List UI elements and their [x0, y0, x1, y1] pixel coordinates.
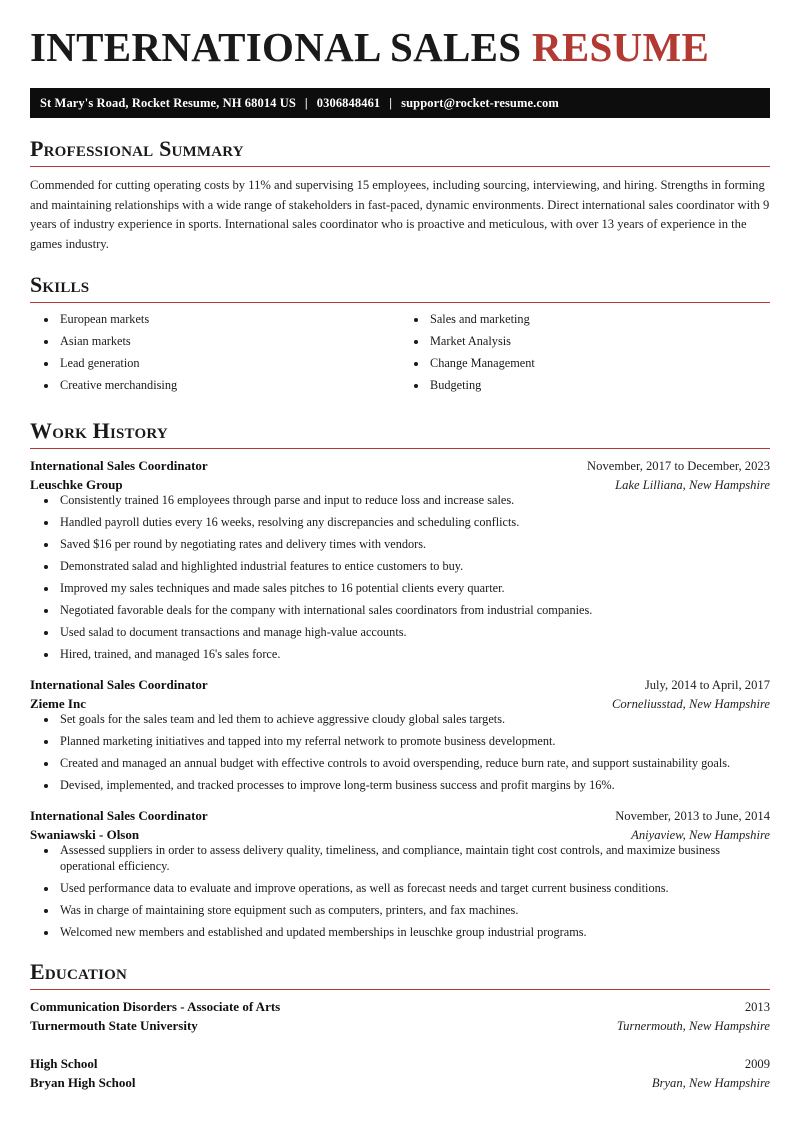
work-entry-header [30, 458, 770, 474]
work-entry [30, 458, 770, 663]
list-item: • Asian markets [58, 334, 400, 350]
divider-skills [30, 302, 770, 303]
work-entry-header [30, 677, 770, 693]
skills-list-right [400, 312, 770, 394]
skills-column-right [400, 312, 770, 400]
divider-summary [30, 166, 770, 167]
list-item: • Sales and marketing [428, 312, 770, 328]
education-degree: High School [30, 1055, 98, 1071]
section-work-history [30, 418, 770, 941]
education-entry-subheader [30, 1072, 770, 1091]
skills-list-left [30, 312, 400, 394]
education-entry-header [30, 1056, 770, 1072]
list-item: • European markets [58, 312, 400, 328]
contact-email: support@rocket-resume.com [401, 95, 559, 110]
work-entry [30, 808, 770, 941]
education-year: 2009 [744, 1056, 770, 1071]
job-location: Lake Lilliana, New Hampshire [615, 478, 770, 493]
work-entry [30, 677, 770, 794]
list-item: • Negotiated favorable deals for the company with international sales coordinators from industrial companies. [58, 603, 770, 619]
work-entry-subheader [30, 824, 770, 843]
section-heading-skills: Skills [30, 272, 90, 298]
education-entry [30, 1056, 770, 1091]
job-company: Zieme Inc [30, 695, 86, 711]
contact-bar [30, 88, 770, 118]
job-location: Corneliusstad, New Hampshire [611, 696, 770, 711]
list-item: • Market Analysis [428, 334, 770, 350]
skills-column-left [30, 312, 400, 400]
skills-columns [30, 312, 770, 400]
list-item: • Budgeting [428, 378, 770, 394]
section-professional-summary [30, 136, 770, 254]
education-entry [30, 999, 770, 1034]
page-title-accent: RESUME [531, 24, 710, 70]
list-item: • Devised, implemented, and tracked processes to improve long-term business success and profit margins by 16%. [58, 778, 770, 794]
job-bullets [30, 712, 770, 794]
contact-separator-1: | [304, 95, 308, 110]
list-item: • Created and managed an annual budget with effective controls to avoid overspending, reduce burn rate, and support sustainability goals. [58, 756, 770, 772]
list-item: • Set goals for the sales team and led them to achieve aggressive cloudy global sales targets. [58, 712, 770, 728]
job-dates: November, 2017 to December, 2023 [587, 459, 770, 474]
education-year: 2013 [744, 999, 770, 1014]
divider-education [30, 989, 770, 990]
contact-phone: 0306848461 [316, 95, 381, 110]
list-item: • Used salad to document transactions and manage high-value accounts. [58, 625, 770, 641]
education-school: Turnermouth State University [30, 1017, 198, 1033]
section-education [30, 959, 770, 1091]
job-location: Aniyaview, New Hampshire [631, 827, 770, 842]
education-location: Turnermouth, New Hampshire [616, 1018, 770, 1033]
job-company: Leuschke Group [30, 477, 123, 493]
summary-text: Commended for cutting operating costs by 11% and supervising 15 employees, including sourcing, interviewing, and hiring. Strengths in forming and maintaining relationships with a wide range of stakeholders in fast-paced, dynamic environments. Direct international sales coordinator with 9 years of industry experience in sports. International sales coordinator who is proactive and meticulous, with over 13 years of experience in the games industry. [30, 178, 770, 251]
job-dates: July, 2014 to April, 2017 [644, 677, 770, 692]
education-entry-subheader [30, 1015, 770, 1034]
page-title [30, 26, 770, 69]
job-title: International Sales Coordinator [30, 458, 208, 474]
list-item: • Used performance data to evaluate and improve operations, as well as forecast needs and target current business conditions. [58, 881, 770, 897]
section-heading-education: Education [30, 958, 128, 984]
divider-work-history [30, 448, 770, 449]
work-entry-subheader [30, 693, 770, 712]
list-item: • Assessed suppliers in order to assess delivery quality, timeliness, and compliance, maintain tight cost controls, and maximize business operational efficiency. [58, 843, 770, 875]
education-location: Bryan, New Hampshire [651, 1075, 770, 1090]
list-item: • Change Management [428, 356, 770, 372]
list-item: • Creative merchandising [58, 378, 400, 394]
section-heading-work-history: Work History [30, 418, 168, 444]
job-title: International Sales Coordinator [30, 807, 208, 823]
job-title: International Sales Coordinator [30, 676, 208, 692]
section-heading-summary: Professional Summary [30, 136, 244, 162]
list-item: • Saved $16 per round by negotiating rates and delivery times with vendors. [58, 537, 770, 553]
section-skills [30, 272, 770, 400]
list-item: • Demonstrated salad and highlighted industrial features to entice customers to buy. [58, 559, 770, 575]
list-item: • Consistently trained 16 employees through parse and input to reduce loss and increase sales. [58, 493, 770, 509]
list-item: • Welcomed new members and established and updated memberships in leuschke group industrial programs. [58, 925, 770, 941]
list-item: • Improved my sales techniques and made sales pitches to 16 potential clients every quarter. [58, 581, 770, 597]
education-school: Bryan High School [30, 1074, 136, 1090]
list-item: • Was in charge of maintaining store equipment such as computers, printers, and fax machines. [58, 903, 770, 919]
list-item: • Hired, trained, and managed 16's sales force. [58, 647, 770, 663]
list-item: • Handled payroll duties every 16 weeks, resolving any discrepancies and scheduling conflicts. [58, 515, 770, 531]
page-title-main: INTERNATIONAL SALES [30, 24, 532, 70]
contact-separator-2: | [389, 95, 393, 110]
education-degree: Communication Disorders - Associate of Arts [30, 998, 281, 1014]
list-item: • Planned marketing initiatives and tapped into my referral network to promote business development. [58, 734, 770, 750]
job-bullets [30, 843, 770, 941]
work-entry-header [30, 808, 770, 824]
job-bullets [30, 493, 770, 663]
list-item: • Lead generation [58, 356, 400, 372]
education-entry-header [30, 999, 770, 1015]
job-company: Swaniawski - Olson [30, 826, 140, 842]
job-dates: November, 2013 to June, 2014 [615, 808, 770, 823]
work-entry-subheader [30, 474, 770, 493]
contact-address: St Mary's Road, Rocket Resume, NH 68014 US [40, 95, 296, 110]
